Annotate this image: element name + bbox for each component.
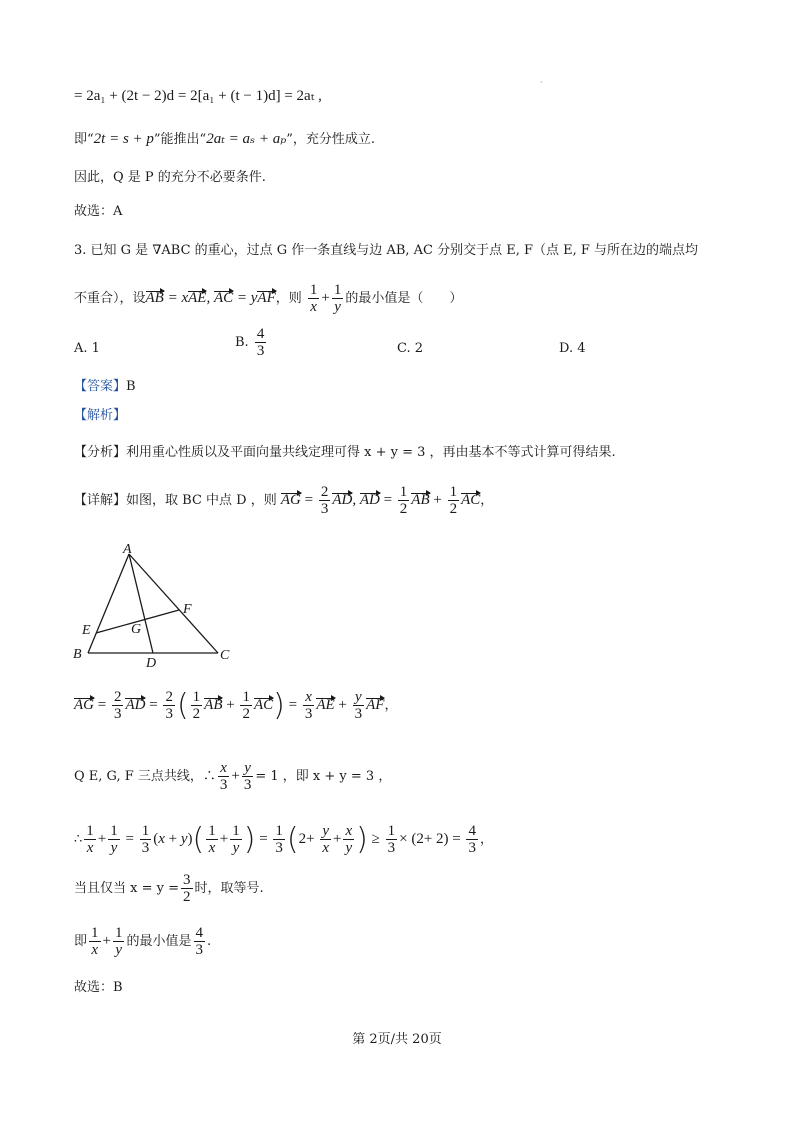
equality-text: 当且仅当 x = y = [74,881,179,896]
detail-tag: 【详解】 [74,493,127,508]
option-b-label: B. [235,335,249,350]
text: 的最小值是 [126,934,192,949]
text: = x [163,290,189,306]
fraction-1-over-y: $\frac{1}{y}$ [333,282,342,315]
condition-2: 2aₜ = aₛ + aₚ [206,131,287,147]
side-ac [129,554,218,653]
inequality-line: ∴ $\frac{1}{x}$ + $\frac{1}{y}$ = $\frac{1}{3}$ (x + y)( $\frac{1}{x}$ + $\frac{1}{y}$ ) = $\frac{1}{3}$ (2+ $\frac{y}{x}$ + $\frac{x}{y}$ ) ≥ $\frac{1}{3}$ × (2+ 2) = $\frac{4}{3}$ ， [74,822,493,857]
question-3-line-2: 不重合），设AB = xAE, AC = yAF，则 $\frac{1}{x}$ + $\frac{1}{y}$ 的最小值是（ ） [74,282,463,315]
vector-ab: AB [145,290,164,306]
label-c: C [220,648,230,663]
fenxi-tag: 【分析】 [74,445,127,460]
question-3-line-1: 3. 已知 G 是 ∇ABC 的重心，过点 G 作一条直线与边 AB, AC 分别交于点 E, F（点 E, F 与所在边的端点均 [74,243,699,258]
choose-a-line: 故选：A [74,204,123,219]
median-ad [129,554,153,653]
fenxi-text: 利用重心性质以及平面向量共线定理可得 x + y = 3 ，再由基本不等式计算可得结果. [126,445,616,460]
sufficiency-line [74,128,375,148]
ag-equation: AG = $\frac{2}{3}$ AD = $\frac{2}{3}$ ( $\frac{1}{2}$ AB + $\frac{1}{2}$ AC) = $\frac{x}{3}$ AE + $\frac{y}{3}$ AF， [74,688,398,723]
label-f: F [183,602,192,617]
text: 即 [74,934,88,949]
answer-tag: 【答案】 [74,379,127,394]
option-c[interactable]: C. 2 [397,341,424,356]
vector-af: AF [257,290,276,306]
text: , [206,290,214,306]
label-g: G [131,622,142,637]
option-b[interactable] [235,326,268,359]
vector-ae: AE [188,290,207,306]
equality-text-end: 时，取等号. [194,881,264,896]
fraction-1-over-x: $\frac{1}{x}$ [309,282,318,315]
choose-b-line: 故选：B [74,980,123,995]
option-b-fraction: $\frac{4}{3}$ [256,326,265,359]
side-ab [88,554,129,653]
conclusion-line: 因此，Q 是 P 的充分不必要条件. [74,170,266,185]
label-d: D [146,656,157,670]
text: ，则 [275,291,302,306]
scan-dot: · [540,78,543,87]
text: ”，充分性成立. [286,132,375,147]
text: ”能推出“ [153,132,207,147]
analysis-label: 【解析】 [74,408,127,423]
text: ， [384,698,398,713]
collinear-line: Q E, G, F 三点共线，∴ $\frac{x}{3}$ + $\frac{y}{3}$ = 1 ，即 x + y = 3 ， [74,760,392,793]
analysis-tag [74,404,126,423]
vector-ac: AC [213,290,234,306]
text: 的最小值是（ ） [345,291,463,306]
answer-value: B [126,379,136,394]
label-a: A [123,542,132,557]
option-d[interactable]: D. 4 [559,341,586,356]
text: = y [233,290,258,306]
page-footer: 第 2页/共 20页 [352,1032,442,1047]
text: 不重合），设 [74,291,146,306]
text: . [207,934,212,949]
equality-line: 当且仅当 x = y = $\frac{3}{2}$ 时，取等号. [74,872,264,905]
fenxi-line [74,441,616,460]
label-e: E [82,623,91,638]
equation-line-1 [74,86,322,105]
collinear-text: Q E, G, F 三点共线，∴ [74,769,216,784]
condition-1: 2t = s + p [93,131,154,147]
triangle-figure [70,538,240,670]
answer-line [74,375,136,394]
option-a[interactable]: A. 1 [74,341,100,356]
equation-text: = 2a₁ + (2t − 2)d = 2[a₁ + (t − 1)d] = 2aₜ , [74,88,322,104]
detail-line: 【详解】如图，取 BC 中点 D ，则 AG = $\frac{2}{3}$ AD, AD = $\frac{1}{2}$ AB + $\frac{1}{2}$ AC， [74,484,494,517]
label-b: B [73,647,82,662]
detail-text: 如图，取 BC 中点 D ，则 [126,493,277,508]
collinear-result: = 1 ，即 x + y = 3 ， [255,769,392,784]
text: 即“ [74,132,94,147]
min-value-line: 即 $\frac{1}{x}$ + $\frac{1}{y}$ 的最小值是 $\frac{4}{3}$ . [74,925,212,958]
therefore-symbol: ∴ [74,832,83,847]
